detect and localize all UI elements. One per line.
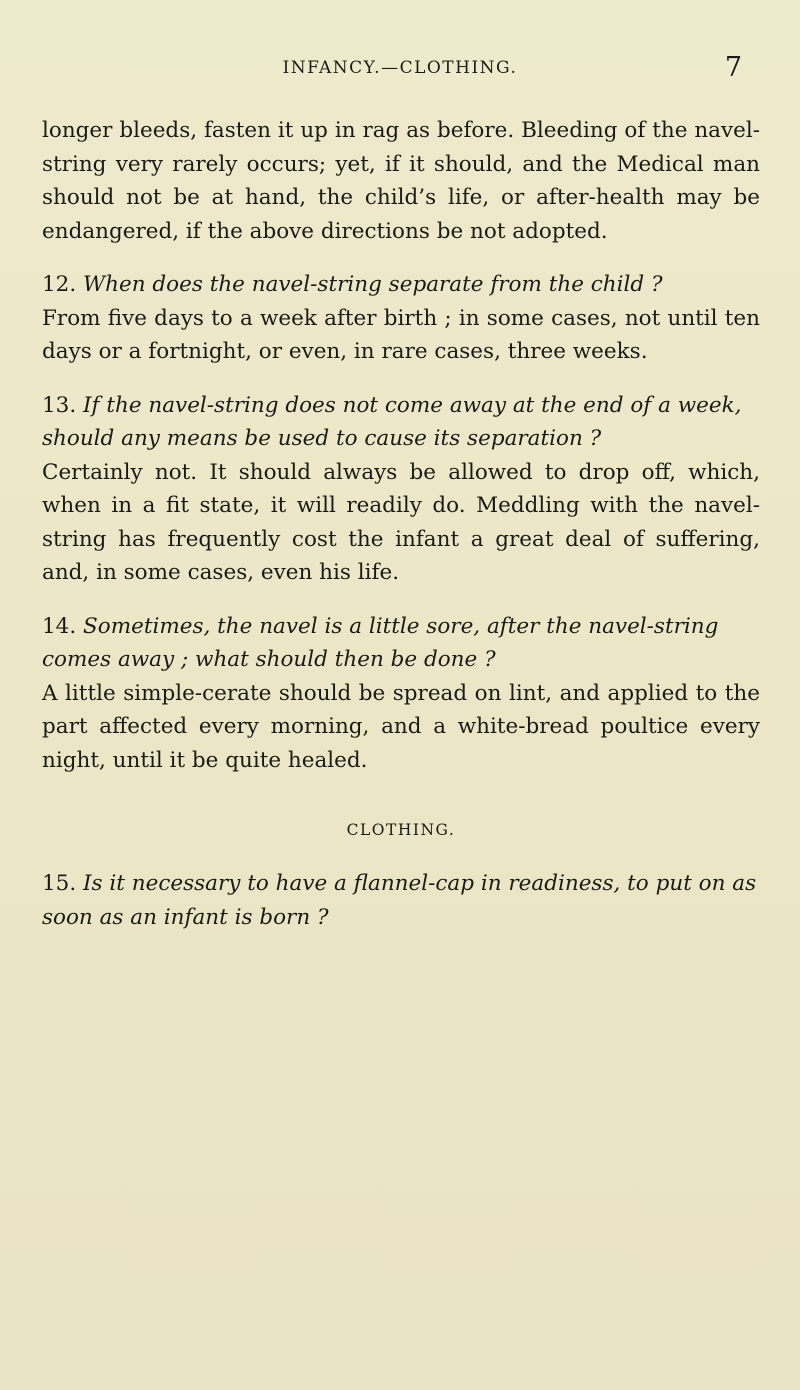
question-13 <box>42 389 760 456</box>
page-header <box>0 54 800 94</box>
question-number: 12. <box>42 272 77 297</box>
question-12 <box>42 268 760 302</box>
qa-item-15 <box>42 867 760 934</box>
qa-item-14 <box>42 610 760 778</box>
question-text: If the navel-string does not come away at the end of a week, should any means be used to cause its separation ? <box>42 392 742 451</box>
question-number: 15. <box>42 871 77 896</box>
page-content <box>42 114 760 954</box>
answer-13: Certainly not. It should always be allowed to drop off, which, when in a fit state, it will readily do. Meddling with the navel-string has frequently cost the infant a great deal of suffering, and, in some cases, even his life. <box>42 459 760 585</box>
question-text: Is it necessary to have a flannel-cap in readiness, to put on as soon as an infant is born ? <box>42 871 757 930</box>
question-number: 13. <box>42 392 77 418</box>
intro-paragraph: longer bleeds, fasten it up in rag as before. Bleeding of the navel-string very rarely occurs; yet, if it should, and the Medical man should not be at hand, the child’s life, or after-health may be endangered, if the above directions be not adopted. <box>42 118 760 244</box>
intro-paragraph-block <box>42 114 760 248</box>
section-title: CLOTHING. <box>346 821 456 839</box>
qa-item-12 <box>42 268 760 369</box>
running-head: INFANCY.—CLOTHING. <box>282 58 518 78</box>
answer-14: A little simple-cerate should be spread on lint, and applied to the part affected every morning, and a white-bread poultice every night, until it be quite healed. <box>42 680 760 773</box>
question-15 <box>42 867 760 934</box>
page-number: 7 <box>724 52 742 83</box>
answer-12: From five days to a week after birth ; in some cases, not until ten days or a fortnight, or even, in rare cases, three weeks. <box>42 305 760 364</box>
question-text: When does the navel-string separate from the child ? <box>83 272 663 297</box>
question-text: Sometimes, the navel is a little sore, after the navel-string comes away ; what should then be done ? <box>42 613 719 672</box>
qa-item-13 <box>42 389 760 590</box>
question-number: 14. <box>42 613 77 639</box>
question-14 <box>42 610 760 677</box>
